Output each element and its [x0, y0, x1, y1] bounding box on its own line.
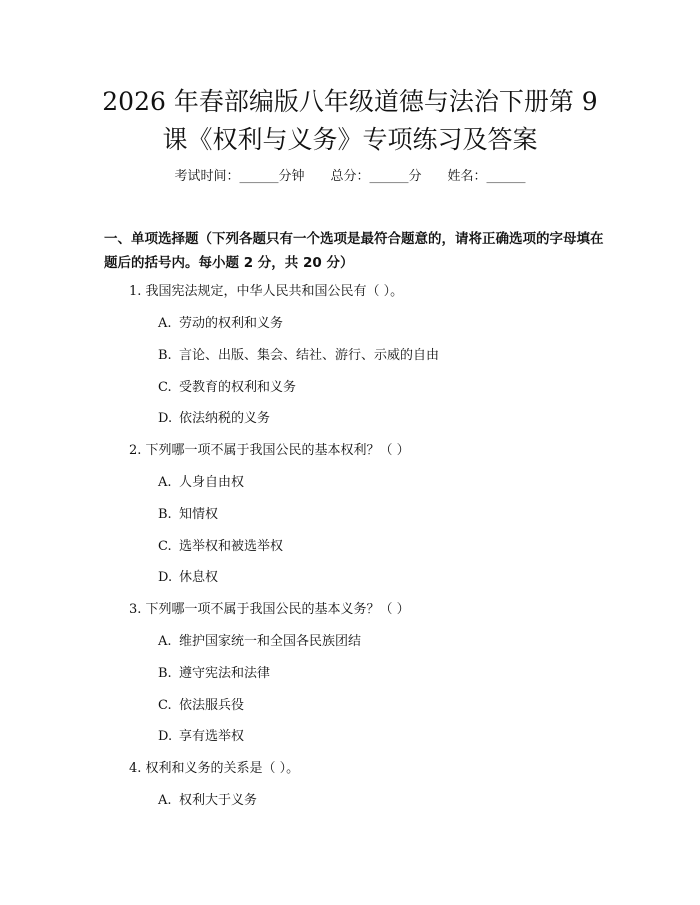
option-text: 休息权 [179, 570, 219, 585]
question-1-option-d [158, 409, 270, 429]
question-1-option-c [158, 378, 296, 398]
option-letter: A. [158, 634, 172, 649]
option-text: 遵守宪法和法律 [179, 666, 271, 681]
option-text: 依法服兵役 [179, 698, 245, 713]
option-letter: C. [158, 539, 172, 554]
option-text: 维护国家统一和全国各民族团结 [179, 634, 362, 649]
exam-info [0, 167, 700, 187]
question-4 [129, 759, 299, 779]
question-number: 3. [129, 602, 142, 617]
question-3-option-b [158, 664, 270, 684]
question-3-option-c [158, 696, 244, 716]
question-2-option-a [158, 473, 244, 493]
option-letter: D. [158, 570, 173, 585]
option-text: 权利大于义务 [179, 793, 258, 808]
question-3 [129, 600, 410, 620]
option-text: 人身自由权 [179, 475, 245, 490]
option-letter: D. [158, 411, 173, 426]
document-title-line-2: 课《权利与义务》专项练习及答案 [162, 125, 538, 154]
question-number: 2. [129, 443, 142, 458]
question-4-option-a [158, 791, 257, 811]
question-2-option-c [158, 537, 283, 557]
question-2-option-b [158, 505, 218, 525]
question-text: 我国宪法规定，中华人民共和国公民有（ ）。 [145, 284, 404, 299]
option-text: 依法纳税的义务 [179, 411, 271, 426]
question-1 [129, 282, 403, 302]
option-letter: B. [158, 507, 172, 522]
total-score-label: 总分：______分 [330, 169, 422, 184]
option-text: 劳动的权利和义务 [179, 316, 284, 331]
question-text: 权利和义务的关系是（ ）。 [145, 761, 300, 776]
question-number: 1. [129, 284, 142, 299]
option-letter: B. [158, 666, 172, 681]
question-number: 4. [129, 761, 142, 776]
question-1-option-b [158, 346, 439, 366]
question-2-option-d [158, 568, 218, 588]
option-letter: A. [158, 316, 172, 331]
section-heading: 一、单项选择题（下列各题只有一个选项是最符合题意的，请将正确选项的字母填在题后的括号内。每小题 2 分，共 20 分） [104, 231, 604, 271]
document-title-line-1: 2026 年春部编版八年级道德与法治下册第 9 [102, 87, 598, 116]
option-letter: D. [158, 729, 173, 744]
option-text: 知情权 [179, 507, 219, 522]
question-text: 下列哪一项不属于我国公民的基本义务？（ ） [145, 602, 410, 617]
option-text: 言论、出版、集会、结社、游行、示威的自由 [179, 348, 440, 363]
option-letter: B. [158, 348, 172, 363]
student-name-label: 姓名：______ [447, 169, 526, 184]
option-text: 受教育的权利和义务 [179, 380, 297, 395]
option-letter: A. [158, 475, 172, 490]
question-1-option-a [158, 314, 283, 334]
option-text: 享有选举权 [179, 729, 245, 744]
option-letter: C. [158, 380, 172, 395]
question-3-option-d [158, 727, 244, 747]
exam-time-label: 考试时间：______分钟 [174, 169, 305, 184]
option-letter: A. [158, 793, 172, 808]
option-letter: C. [158, 698, 172, 713]
option-text: 选举权和被选举权 [179, 539, 284, 554]
question-3-option-a [158, 632, 361, 652]
question-text: 下列哪一项不属于我国公民的基本权利？（ ） [145, 443, 410, 458]
question-2 [129, 441, 410, 461]
